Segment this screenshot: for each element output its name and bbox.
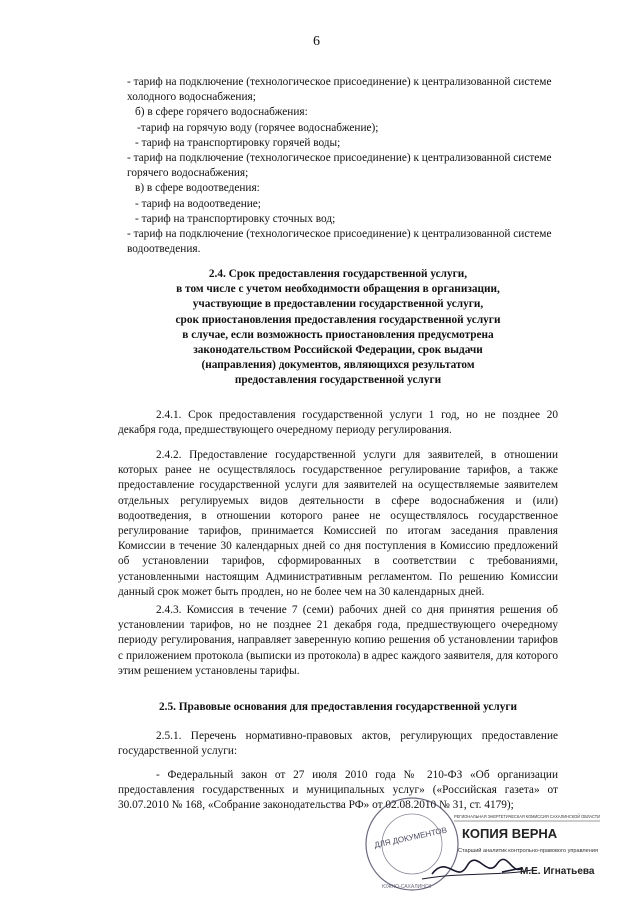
list-item: - тариф на подключение (технологическое присоединение) к централизованной системе горячего водоснабжения; (127, 152, 552, 180)
list-item: - тариф на транспортировку сточных вод; (135, 212, 336, 225)
intro-list (118, 75, 558, 257)
section-2-5-heading: 2.5. Правовые основания для предоставления государственной услуги (158, 701, 518, 713)
paragraph-2-4-1: 2.4.1. Срок предоставления государственной услуги 1 год, но не позднее 20 декабря года, предшествующего очередному периоду регулирования. (118, 409, 558, 437)
list-item: -тариф на горячую воду (горячее водоснабжение); (137, 121, 379, 134)
signature (432, 859, 522, 874)
list-item: - тариф на транспортировку горячей воды; (135, 136, 341, 149)
heading-line: в том числе с учетом необходимости обращения в организации, (176, 283, 500, 296)
page-number: 6 (313, 34, 320, 49)
paragraph-2-5-1: 2.5.1. Перечень нормативно-правовых актов, регулирующих предоставление государственной услуги: (118, 730, 558, 758)
heading-line: предоставления государственной услуги (234, 374, 442, 387)
heading-line: (направления) документов, являющихся результатом (201, 359, 475, 372)
law-item: - Федеральный закон от 27 июля 2010 года № 210-ФЗ «Об организации предоставления государственных и муниципальных услуг» («Российская газета» от 30.07.2010 № 168, «Собрание законодательства РФ» от 02.08.2010 № 31, ст. 4179); (118, 769, 558, 812)
stamp-position: Старший аналитик контрольно-правового управления (458, 848, 599, 854)
certification-stamp (362, 784, 624, 894)
heading-line: в случае, если возможность приостановления предусмотрена (182, 328, 494, 341)
list-item: - тариф на подключение (технологическое присоединение) к централизованной системе холодного водоснабжения; (127, 76, 552, 104)
section-2-4-heading (118, 267, 558, 389)
stamp-organization: РЕГИОНАЛЬНАЯ ЭНЕРГЕТИЧЕСКАЯ КОМИССИЯ САХАЛИНСКОЙ ОБЛАСТИ (454, 814, 624, 819)
stamp-for-docs: ДЛЯ ДОКУМЕНТОВ (373, 825, 448, 850)
heading-line: участвующие в предоставлении государственной услуги, (192, 298, 484, 311)
list-item: - тариф на подключение (технологическое присоединение) к централизованной системе водоотведения. (127, 228, 552, 256)
stamp-city: ЮЖНО-САХАЛИНСК (382, 884, 432, 890)
list-item: - тариф на водоотведение; (135, 197, 261, 210)
heading-line: 2.4. Срок предоставления государственной услуги, (208, 268, 468, 280)
list-item: б) в сфере горячего водоснабжения: (135, 106, 308, 119)
paragraph-2-4-2: 2.4.2. Предоставление государственной услуги для заявителей, в отношении которых ранее не осуществлялось государственное регулирование тарифов, а также предоставление государственной услуги для заявителей на осуществляемые заявителем отдельных регулируемых видов деятельности в сфере водоснабжения и (или) водоотведения, в отношении которого ранее не осуществлялось государственное регулирование тарифов, принимается Комиссией по итогам заседания правления Комиссии в течение 30 календарных дней со дня поступления в Комиссию предложений об установлении тарифов, сформированных в соответствии с требованиями, установленными настоящим Административным регламентом. По решению Комиссии данный срок может быть продлен, но не более чем на 30 календарных дней. (118, 449, 558, 598)
stamp-label: КОПИЯ ВЕРНА (462, 826, 558, 841)
list-item: в) в сфере водоотведения: (135, 182, 260, 195)
paragraph-2-4-3: 2.4.3. Комиссия в течение 7 (семи) рабочих дней со дня принятия решения об установлении тарифов, но не позднее 21 декабря года, предшествующего очередному периоду регулирования, направляет заверенную копию решения об установлении тарифов с приложением протокола (выписки из протокола) в адрес каждого заявителя, для которого этим решением установлены тарифы. (118, 604, 558, 677)
heading-line: законодательством Российской Федерации, срок выдачи (193, 344, 483, 357)
heading-line: срок приостановления предоставления государственной услуги (175, 313, 501, 326)
stamp-graphic (362, 784, 624, 894)
signer-name: М.Е. Игнатьева (520, 866, 595, 877)
